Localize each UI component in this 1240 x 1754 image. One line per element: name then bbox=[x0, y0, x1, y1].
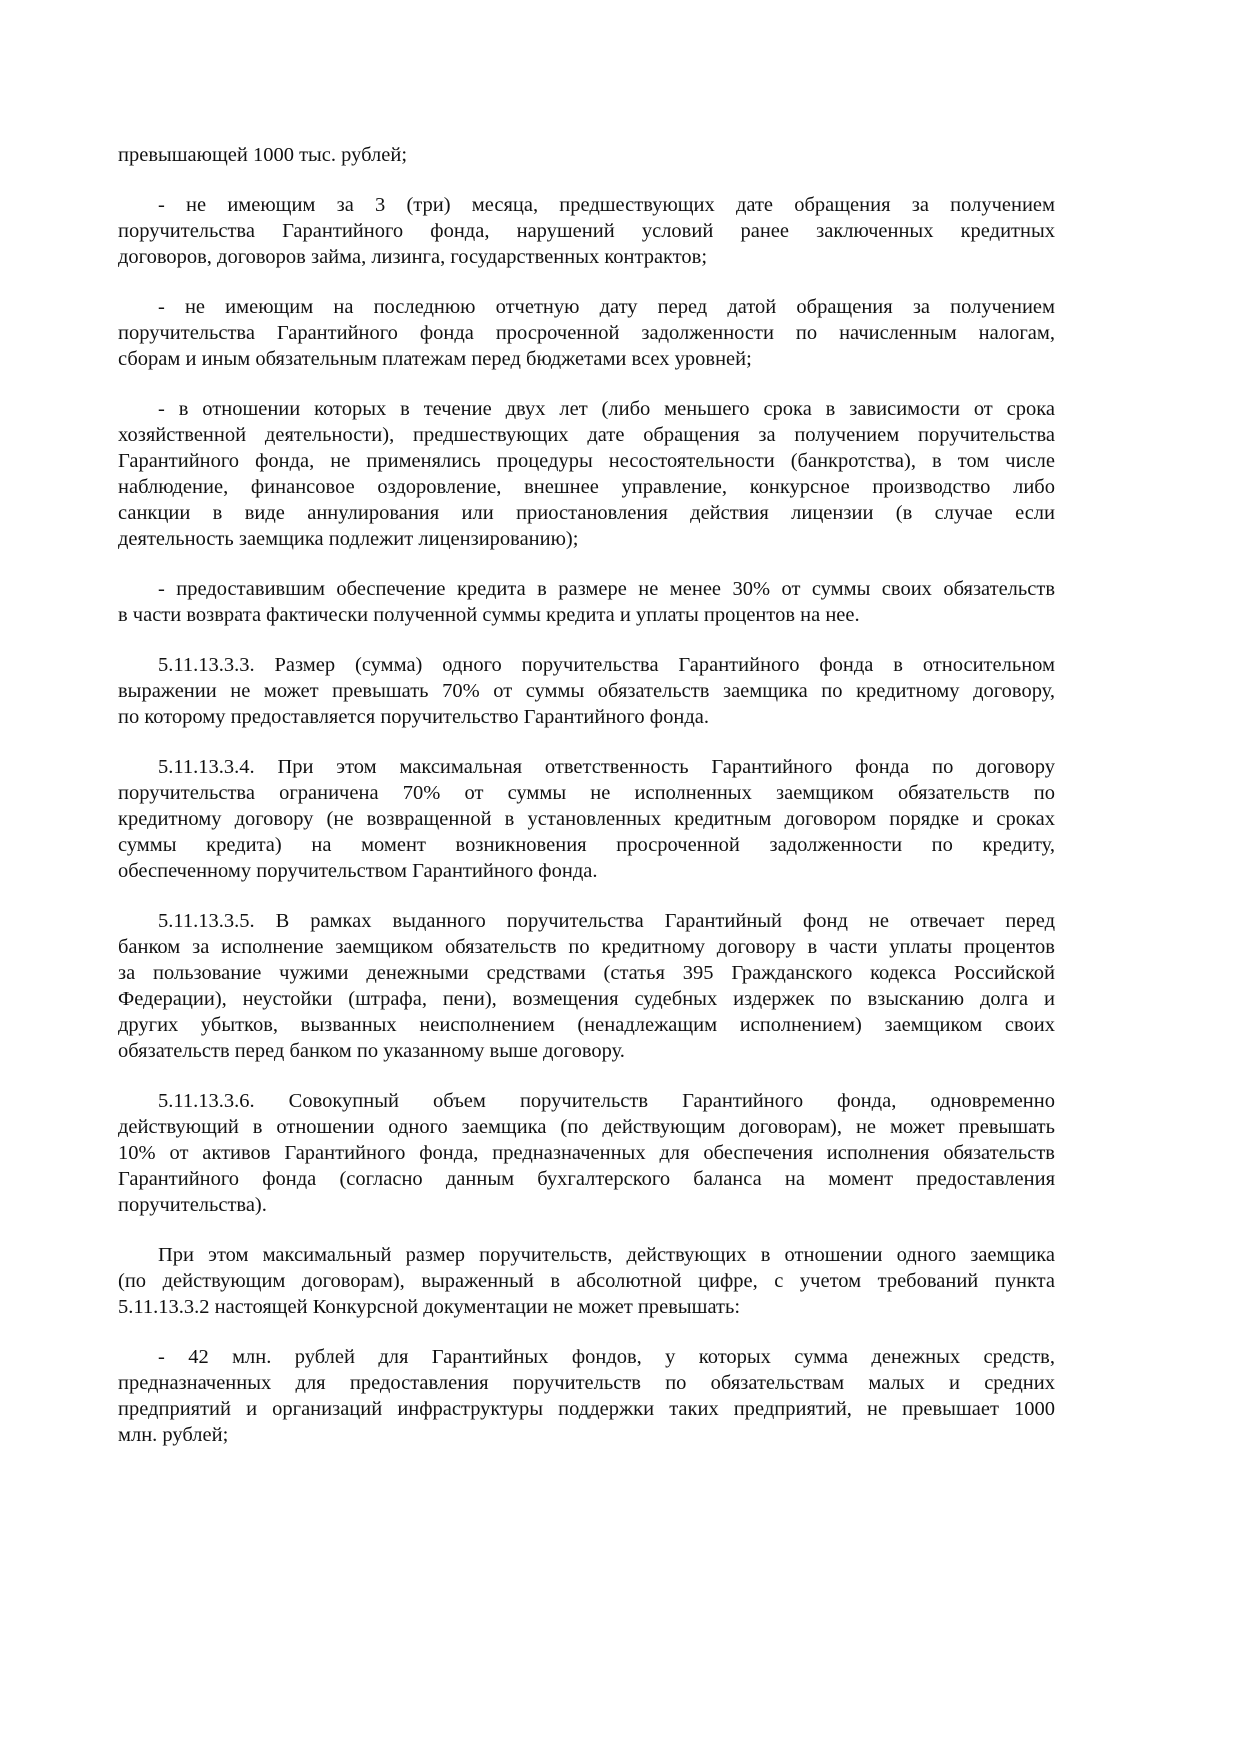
paragraph bbox=[118, 1242, 1055, 1320]
text-line: других убытков, вызванных неисполнением (ненадлежащим исполнением) заемщиком своих bbox=[118, 1014, 1055, 1036]
text-line: Гарантийного фонда (согласно данным бухгалтерского баланса на момент предоставления bbox=[118, 1168, 1055, 1190]
text-line: 5.11.13.3.3. Размер (сумма) одного поручительства Гарантийного фонда в относительном bbox=[158, 654, 1055, 676]
text-line: банком за исполнение заемщиком обязательств по кредитному договору в части уплаты процентов bbox=[118, 936, 1055, 958]
text-line: поручительства). bbox=[118, 1194, 267, 1216]
text-line: млн. рублей; bbox=[118, 1424, 229, 1446]
text-line: - не имеющим за 3 (три) месяца, предшествующих дате обращения за получением bbox=[158, 194, 1055, 216]
text-line: поручительства ограничена 70% от суммы не исполненных заемщиком обязательств по bbox=[118, 782, 1055, 804]
text-line: - предоставившим обеспечение кредита в размере не менее 30% от суммы своих обязательств bbox=[158, 578, 1055, 600]
text-line: - не имеющим на последнюю отчетную дату перед датой обращения за получением bbox=[158, 296, 1055, 318]
paragraph bbox=[118, 754, 1055, 884]
text-line: превышающей 1000 тыс. рублей; bbox=[118, 144, 408, 166]
document-page bbox=[118, 142, 1055, 1472]
text-line: Федерации), неустойки (штрафа, пени), возмещения судебных издержек по взысканию долга и bbox=[118, 988, 1055, 1010]
text-line: (по действующим договорам), выраженный в абсолютной цифре, с учетом требований пункта bbox=[118, 1270, 1055, 1292]
text-line: поручительства Гарантийного фонда просроченной задолженности по начисленным налогам, bbox=[118, 322, 1055, 344]
text-line: предназначенных для предоставления поручительств по обязательствам малых и средних bbox=[118, 1372, 1055, 1394]
text-line: 5.11.13.3.6. Совокупный объем поручительств Гарантийного фонда, одновременно bbox=[158, 1090, 1055, 1112]
text-line: кредитному договору (не возвращенной в установленных кредитным договором порядке и сроках bbox=[118, 808, 1055, 830]
text-line: в части возврата фактически полученной суммы кредита и уплаты процентов на нее. bbox=[118, 604, 860, 626]
text-line: - в отношении которых в течение двух лет (либо меньшего срока в зависимости от срока bbox=[158, 398, 1055, 420]
text-line: Гарантийного фонда, не применялись процедуры несостоятельности (банкротства), в том числе bbox=[118, 450, 1055, 472]
paragraph bbox=[118, 652, 1055, 730]
text-line: договоров, договоров займа, лизинга, государственных контрактов; bbox=[118, 246, 708, 268]
paragraph bbox=[118, 192, 1055, 270]
text-line: наблюдение, финансовое оздоровление, внешнее управление, конкурсное производство либо bbox=[118, 476, 1055, 498]
text-line: При этом максимальный размер поручительств, действующих в отношении одного заемщика bbox=[158, 1244, 1055, 1266]
paragraph bbox=[118, 576, 1055, 628]
text-line: сборам и иным обязательным платежам перед бюджетами всех уровней; bbox=[118, 348, 752, 370]
text-line: 10% от активов Гарантийного фонда, предназначенных для обеспечения исполнения обязательств bbox=[118, 1142, 1055, 1164]
text-line: выражении не может превышать 70% от суммы обязательств заемщика по кредитному договору, bbox=[118, 680, 1055, 702]
paragraph bbox=[118, 1344, 1055, 1448]
paragraph bbox=[118, 294, 1055, 372]
text-line: 5.11.13.3.2 настоящей Конкурсной документации не может превышать: bbox=[118, 1296, 741, 1318]
paragraph bbox=[118, 908, 1055, 1064]
text-line: за пользование чужими денежными средствами (статья 395 Гражданского кодекса Российской bbox=[118, 962, 1055, 984]
text-line: предприятий и организаций инфраструктуры поддержки таких предприятий, не превышает 1000 bbox=[118, 1398, 1055, 1420]
text-line: санкции в виде аннулирования или приостановления действия лицензии (в случае если bbox=[118, 502, 1055, 524]
text-line: деятельность заемщика подлежит лицензированию); bbox=[118, 528, 579, 550]
text-line: 5.11.13.3.5. В рамках выданного поручительства Гарантийный фонд не отвечает перед bbox=[158, 910, 1055, 932]
text-line: обязательств перед банком по указанному выше договору. bbox=[118, 1040, 625, 1062]
text-line: хозяйственной деятельности), предшествующих дате обращения за получением поручительства bbox=[118, 424, 1055, 446]
text-line: 5.11.13.3.4. При этом максимальная ответственность Гарантийного фонда по договору bbox=[158, 756, 1055, 778]
text-line: действующий в отношении одного заемщика (по действующим договорам), не может превышать bbox=[118, 1116, 1055, 1138]
text-line: поручительства Гарантийного фонда, нарушений условий ранее заключенных кредитных bbox=[118, 220, 1055, 242]
text-line: обеспеченному поручительством Гарантийного фонда. bbox=[118, 860, 598, 882]
paragraph bbox=[118, 396, 1055, 552]
text-line: - 42 млн. рублей для Гарантийных фондов, у которых сумма денежных средств, bbox=[158, 1346, 1055, 1368]
text-line: по которому предоставляется поручительство Гарантийного фонда. bbox=[118, 706, 709, 728]
paragraph bbox=[118, 142, 1055, 168]
paragraph bbox=[118, 1088, 1055, 1218]
text-line: суммы кредита) на момент возникновения просроченной задолженности по кредиту, bbox=[118, 834, 1055, 856]
